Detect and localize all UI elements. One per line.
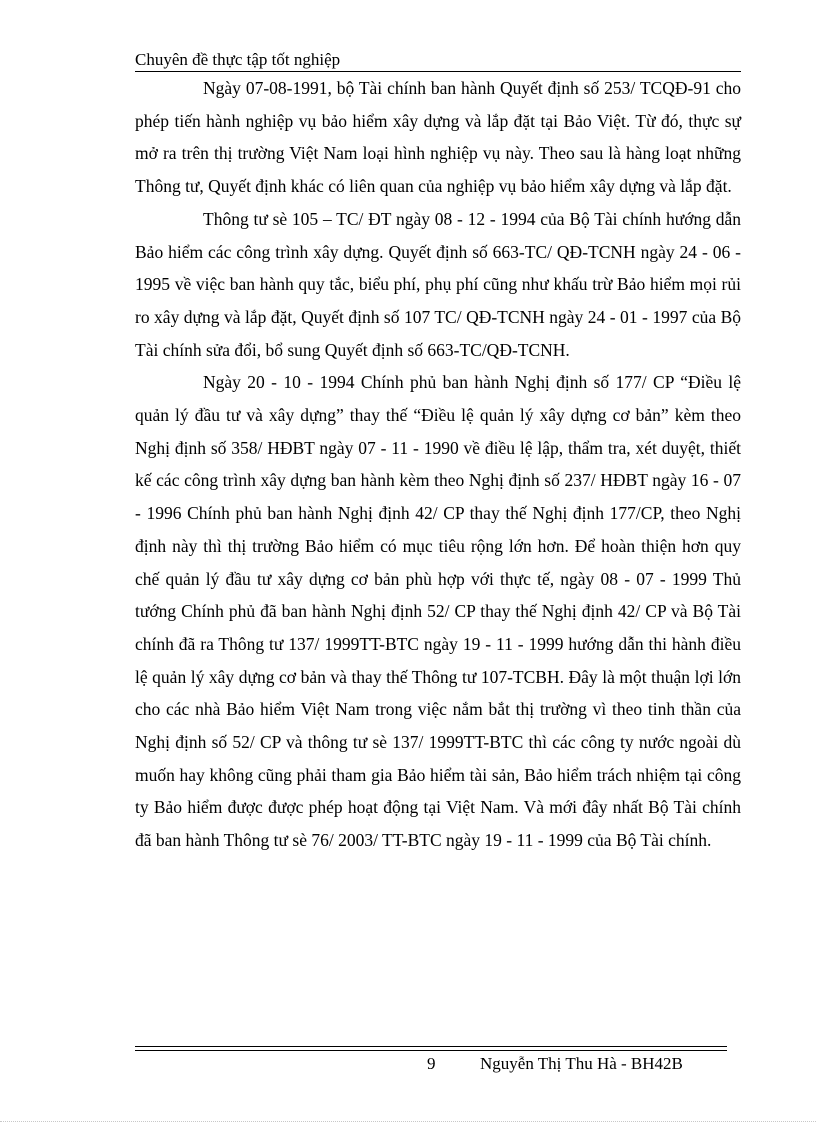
document-body <box>135 72 741 857</box>
page-header <box>135 48 741 72</box>
header-title: Chuyên đề thực tập tốt nghiệp <box>135 50 341 69</box>
paragraph-3: Ngày 20 - 10 - 1994 Chính phủ ban hành Nghị định số 177/ CP “Điều lệ quản lý đầu tư và xây dựng” thay thế “Điều lệ quản lý xây dựng cơ bản” kèm theo Nghị định số 358/ HĐBT ngày 07 - 11 - 1990 về điều lệ lập, thẩm tra, xét duyệt, thiết kế các công trình xây dựng ban hành kèm theo Nghị định số 237/ HĐBT ngày 16 - 07 - 1996 Chính phủ ban hành Nghị định 42/ CP thay thế Nghị định 177/CP, theo Nghị định này thì thị trường Bảo hiểm có mục tiêu rộng lớn hơn. Để hoàn thiện hơn quy chế quản lý đầu tư xây dựng cơ bản phù hợp với thực tế, ngày 08 - 07 - 1999 Thủ tướng Chính phủ đã ban hành Nghị định 52/ CP thay thế Nghị định 42/ CP và Bộ Tài chính đã ra Thông tư 137/ 1999TT-BTC ngày 19 - 11 - 1999 hướng dẫn thi hành điều lệ quản lý xây dựng cơ bản và thay thế Thông tư 107-TCBH. Đây là một thuận lợi lớn cho các nhà Bảo hiểm Việt Nam trong việc nắm bắt thị trường vì theo tinh thần của Nghị định số 52/ CP và thông tư sè 137/ 1999TT-BTC thì các công ty nước ngoài dù muốn hay không cũng phải tham gia Bảo hiểm tài sản, Bảo hiểm trách nhiệm tại công ty Bảo hiểm được được phép hoạt động tại Việt Nam. Và mới đây nhất Bộ Tài chính đã ban hành Thông tư sè 76/ 2003/ TT-BTC ngày 19 - 11 - 1999 của Bộ Tài chính. <box>135 372 741 851</box>
paragraph-1: Ngày 07-08-1991, bộ Tài chính ban hành Quyết định số 253/ TCQĐ-91 cho phép tiến hành nghiệp vụ bảo hiểm xây dựng và lắp đặt tại Bảo Việt. Từ đó, thực sự mở ra trên thị trường Việt Nam loại hình nghiệp vụ này. Theo sau là hàng loạt những Thông tư, Quyết định khác có liên quan của nghiệp vụ bảo hiểm xây dựng và lắp đặt. <box>135 78 741 197</box>
page-number: 9 <box>427 1054 436 1073</box>
footer-author: Nguyễn Thị Thu Hà - BH42B <box>480 1054 683 1073</box>
footer-divider-top <box>135 1046 727 1047</box>
paragraph-2: Thông tư sè 105 – TC/ ĐT ngày 08 - 12 - 1994 của Bộ Tài chính hướng dẫn Bảo hiểm các công trình xây dựng. Quyết định số 663-TC/ QĐ-TCNH ngày 24 - 06 - 1995 về việc ban hành quy tắc, biểu phí, phụ phí cũng như khấu trừ Bảo hiểm mọi rủi ro xây dựng và lắp đặt, Quyết định số 107 TC/ QĐ-TCNH ngày 24 - 01 - 1997 của Bộ Tài chính sửa đổi, bổ sung Quyết định số 663-TC/QĐ-TCNH. <box>135 208 741 360</box>
page-edge <box>0 1121 816 1122</box>
footer-divider-bottom <box>135 1050 727 1051</box>
